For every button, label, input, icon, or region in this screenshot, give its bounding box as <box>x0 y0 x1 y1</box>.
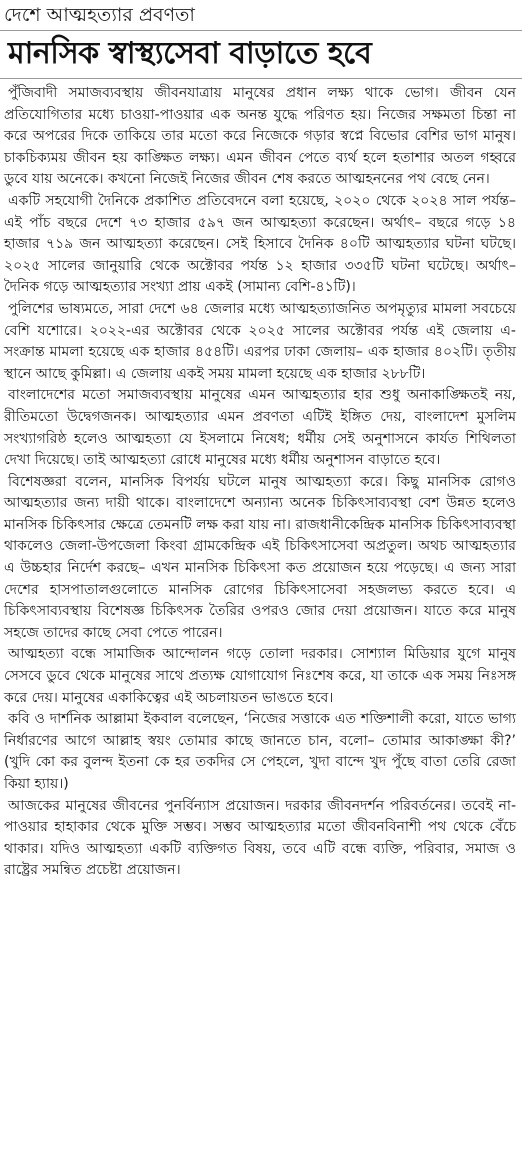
paragraph-2: একটি সহযোগী দৈনিকে প্রকাশিত প্রতিবেদনে বলা হয়েছে, ২০২০ থেকে ২০২৪ সাল পর্যন্ত– এই পাঁচ বছরে দেশে ৭৩ হাজার ৫৯৭ জন আত্মহত্যা করেছেন। অর্থাৎ– বছরে গড়ে ১৪ হাজার ৭১৯ জন আত্মহত্যা করেছেন। সেই হিসাবে দৈনিক ৪০টি আত্মহত্যার ঘটনা ঘটছে। ২০২৫ সালের জানুয়ারি থেকে অক্টোবর পর্যন্ত ১২ হাজার ৩৩৫টি ঘটনা ঘটেছে। অর্থাৎ– দৈনিক গড়ে আত্মহত্যার সংখ্যা প্রায় একই (সামান্য বেশি-৪১টি)। <box>4 192 516 296</box>
paragraph-1: পুঁজিবাদী সমাজব্যবস্থায় জীবনযাত্রায় মানুষের প্রধান লক্ষ্য থাকে ভোগ। জীবন যেন প্রতিযোগিতার মধ্যে চাওয়া-পাওয়ার এক অনন্ত যুদ্ধে পরিণত হয়। নিজের সক্ষমতা চিন্তা না করে অপরের দিকে তাকিয়ে তার মতো করে নিজেকে গড়ার স্বপ্নে বিভোর বেশির ভাগ মানুষ। চাকচিক্যময় জীবন হয় কাঙ্ক্ষিত লক্ষ্য। এমন জীবন পেতে ব্যর্থ হলে হতাশার অতল গহ্বরে ডুবে যায় অনেকে। কখনো নিজেই নিজের জীবন শেষ করতে আত্মহননের পথ বেছে নেন। <box>4 85 516 188</box>
article-body <box>4 83 516 882</box>
kicker-divider <box>0 30 522 31</box>
paragraph-7: কবি ও দার্শনিক আল্লামা ইকবাল বলেছেন, ‘নিজের সত্তাকে এত শক্তিশালী করো, যাতে ভাগ্য নির্ধারণের আগে আল্লাহ স্বয়ং তোমার কাছে জানতে চান, বলো– তোমার আকাঙ্ক্ষা কী?’ (খুদি কো কর বুলন্দ ইতনা কে হর তকদির সে পেহলে, খুদা বান্দে খুদ পুঁছে বাতা তেরি রেজা কিয়া হ্যায়।) <box>4 711 516 792</box>
kicker-line: দেশে আত্মহত্যার প্রবণতা <box>4 4 195 26</box>
paragraph-4: বাংলাদেশের মতো সমাজব্যবস্থায় মানুষের এমন আত্মহত্যার হার শুধু অনাকাঙ্ক্ষিতই নয়, রীতিমতো উদ্বেগজনক। আত্মহত্যার এমন প্রবণতা এটিই ইঙ্গিত দেয়, বাংলাদেশ মুসলিম সংখ্যাগরিষ্ঠ হলেও আত্মহত্যা যে ইসলামে নিষেধ; ধর্মীয় সেই অনুশাসনে কার্যত শিথিলতা দেখা দিয়েছে। তাই আত্মহত্যা রোধে মানুষের মধ্যে ধর্মীয় অনুশাসন বাড়াতে হবে। <box>4 387 516 469</box>
paragraph-5: বিশেষজ্ঞরা বলেন, মানসিক বিপর্যয় ঘটলে মানুষ আত্মহত্যা করে। কিছু মানসিক রোগও আত্মহত্যার জন্য দায়ী থাকে। বাংলাদেশে অন্যান্য অনেক চিকিৎসাব্যবস্থা বেশ উন্নত হলেও মানসিক চিকিৎসার ক্ষেত্রে তেমনটি লক্ষ করা যায় না। রাজধানীকেন্দ্রিক মানসিক চিকিৎসাব্যবস্থা থাকলেও জেলা-উপজেলা কিংবা গ্রামকেন্দ্রিক এই চিকিৎসাসেবা অপ্রতুল। অথচ আত্মহত্যার এ উচ্চহার নির্দেশ করছে– এখন মানসিক চিকিৎসা কত প্রয়োজন হয়ে পড়েছে। এ জন্য সারা দেশের হাসপাতালগুলোতে মানসিক রোগের চিকিৎসাসেবা সহজলভ্য করতে হবে। এ চিকিৎসাব্যবস্থায় বিশেষজ্ঞ চিকিৎসক তৈরির ওপরও জোর দেয়া প্রয়োজন। যাতে করে মানুষ সহজে তাদের কাছে সেবা পেতে পারেন। <box>4 473 516 641</box>
headline-divider <box>0 78 522 79</box>
headline: মানসিক স্বাস্থ্যসেবা বাড়াতে হবে <box>8 36 372 71</box>
paragraph-6: আত্মহত্যা বন্ধে সামাজিক আন্দোলন গড়ে তোলা দরকার। সোশ্যাল মিডিয়ার যুগে মানুষ সেসবে ডুবে থেকে মানুষের সাথে প্রত্যক্ষ যোগাযোগ নিঃশেষ করে, যা তাকে এক সময় নিঃসঙ্গ করে দেয়। মানুষের একাকিত্বের এই অচলায়তন ভাঙতে হবে। <box>4 646 516 706</box>
paragraph-8: আজকের মানুষের জীবনের পুনর্বিন্যাস প্রয়োজন। দরকার জীবনদর্শন পরিবর্তনের। তবেই না-পাওয়ার হাহাকার থেকে মুক্তি সম্ভব। সম্ভব আত্মহত্যার মতো জীবনবিনাশী পথ থেকে বেঁচে থাকার। যদিও আত্মহত্যা একটি ব্যক্তিগত বিষয়, তবে এটি বন্ধে ব্যক্তি, পরিবার, সমাজ ও রাষ্ট্রের সমন্বিত প্রচেষ্টা প্রয়োজন। <box>4 797 516 879</box>
paragraph-3: পুলিশের ভাষ্যমতে, সারা দেশে ৬৪ জেলার মধ্যে আত্মহত্যাজনিত অপমৃত্যুর মামলা সবচেয়ে বেশি যশোরে। ২০২২-এর অক্টোবর থেকে ২০২৫ সালের অক্টোবর পর্যন্ত এই জেলায় এ-সংক্রান্ত মামলা হয়েছে এক হাজার ৪৫৪টি। এরপর ঢাকা জেলায়– এক হাজার ৪০২টি। তৃতীয় স্থানে আছে কুমিল্লা। এ জেলায় একই সময় মামলা হয়েছে এক হাজার ২৮৮টি। <box>4 300 516 382</box>
